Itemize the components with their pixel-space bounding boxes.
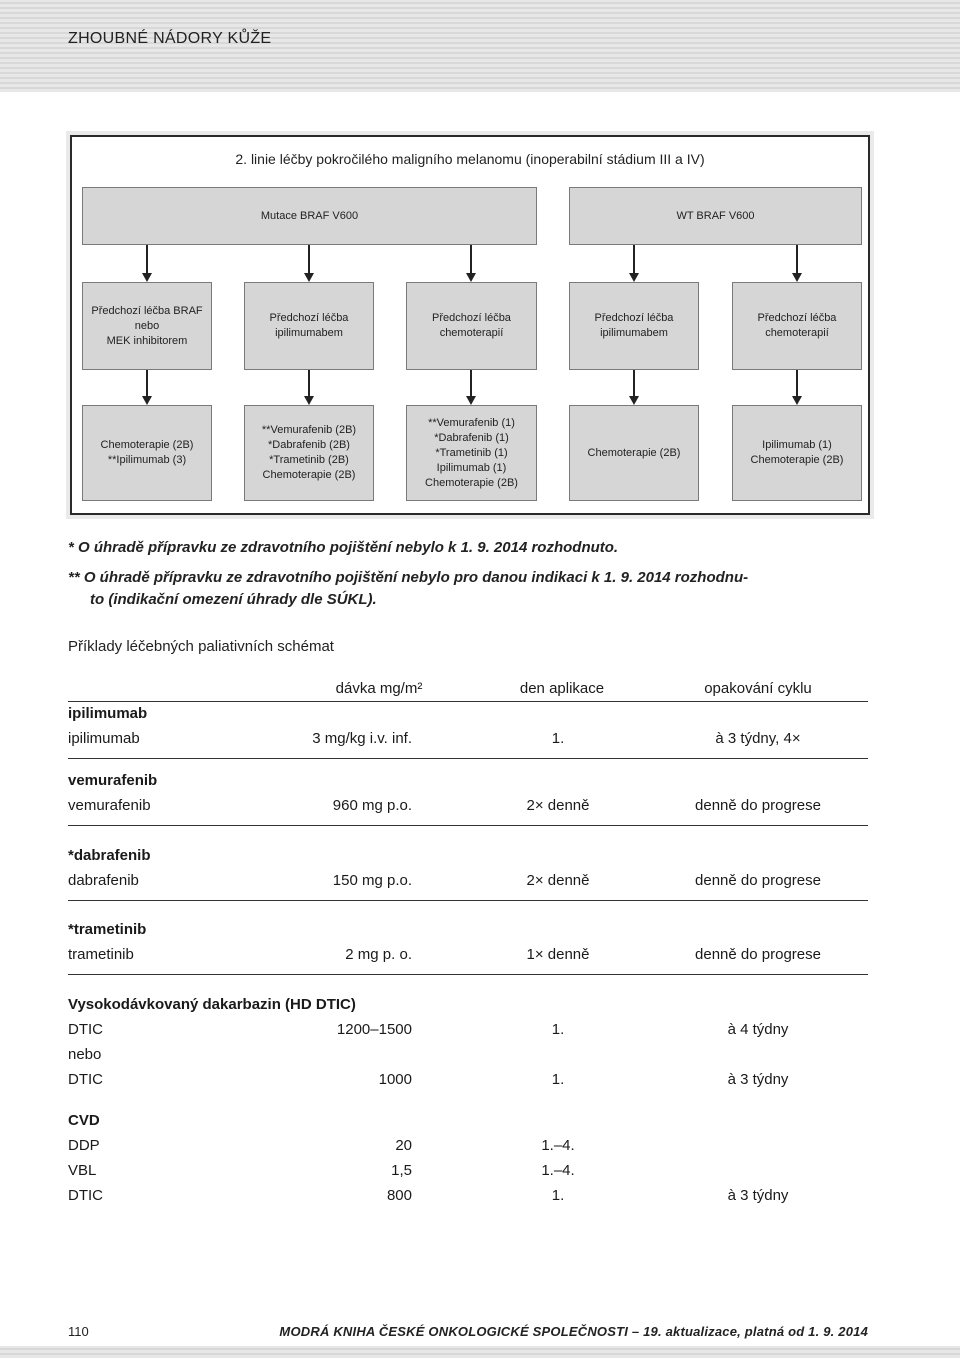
day-cell: 2× denně <box>526 872 590 889</box>
drug-cell: VBL <box>68 1162 97 1179</box>
group-heading-text: *dabrafenib <box>68 847 151 864</box>
header-dose: dávka mg/m² <box>335 680 423 697</box>
group-heading-text: ipilimumab <box>68 705 148 722</box>
table-row <box>68 1162 868 1184</box>
drug-cell: DTIC <box>68 1187 103 1204</box>
table-row <box>68 1071 868 1093</box>
dose-cell: 800 <box>386 1187 412 1204</box>
footnote-double-asterisk-line1: ** O úhradě přípravku ze zdravotního pojištění nebylo pro danou indikaci k 1. 9. 2014 rozhodnu- <box>68 569 749 586</box>
flow-box-prior-ipilimumab: Předchozí léčba ipilimumabem <box>244 282 374 370</box>
group-rule <box>68 825 868 826</box>
group-rule <box>68 974 868 975</box>
repeat-cell: à 3 týdny <box>727 1187 789 1204</box>
group-heading-text: vemurafenib <box>68 772 158 789</box>
flow-box-prior-chemo: Předchozí léčba chemoterapií <box>406 282 537 370</box>
flow-box-braf-mutation: Mutace BRAF V600 <box>82 187 537 245</box>
table-row <box>68 1046 868 1068</box>
drug-cell: DTIC <box>68 1071 103 1088</box>
dose-cell: 1000 <box>378 1071 412 1088</box>
flow-box-treatment-2: **Vemurafenib (2B) *Dabrafenib (2B) *Trametinib (2B) Chemoterapie (2B) <box>244 405 374 501</box>
header-repeat: opakování cyklu <box>704 680 812 697</box>
schemes-table <box>68 0 868 1300</box>
publication-footer: MODRÁ KNIHA ČESKÉ ONKOLOGICKÉ SPOLEČNOSTI – 19. aktualizace, platná od 1. 9. 2014 <box>279 1324 868 1339</box>
dose-cell: 150 mg p.o. <box>332 872 412 889</box>
day-cell: 1. <box>551 1187 565 1204</box>
chapter-title: ZHOUBNÉ NÁDORY KŮŽE <box>68 30 272 47</box>
flow-box-treatment-1: Chemoterapie (2B) **Ipilimumab (3) <box>82 405 212 501</box>
repeat-cell: à 4 týdny <box>727 1021 789 1038</box>
dose-cell: 1,5 <box>391 1162 412 1179</box>
drug-cell: dabrafenib <box>68 872 139 889</box>
repeat-cell: à 3 týdny, 4× <box>715 730 801 747</box>
footer-band <box>0 1346 960 1358</box>
group-heading-text: Vysokodávkovaný dakarbazin (HD DTIC) <box>68 996 356 1013</box>
group-heading-text: CVD <box>68 1112 100 1129</box>
dose-cell: 1200–1500 <box>336 1021 412 1038</box>
day-cell: 1.–4. <box>541 1137 575 1154</box>
day-cell: 1. <box>551 730 565 747</box>
repeat-cell: denně do progrese <box>695 797 821 814</box>
group-heading <box>68 705 868 727</box>
flow-box-treatment-5: Ipilimumab (1) Chemoterapie (2B) <box>732 405 862 501</box>
day-cell: 1.–4. <box>541 1162 575 1179</box>
drug-cell: vemurafenib <box>68 797 151 814</box>
flow-box-prior-braf-mek: Předchozí léčba BRAF nebo MEK inhibitorem <box>82 282 212 370</box>
page-number: 110 <box>68 1324 89 1339</box>
table-header-rule <box>68 701 868 702</box>
repeat-cell: denně do progrese <box>695 872 821 889</box>
flow-box-wt-braf: WT BRAF V600 <box>569 187 862 245</box>
day-cell: 2× denně <box>526 797 590 814</box>
dose-cell: 3 mg/kg i.v. inf. <box>312 730 412 747</box>
day-cell: 1× denně <box>526 946 590 963</box>
group-heading <box>68 1112 868 1134</box>
group-heading <box>68 921 868 943</box>
footnote-single-asterisk: * O úhradě přípravku ze zdravotního pojištění nebylo k 1. 9. 2014 rozhodnuto. <box>68 539 619 556</box>
day-cell: 1. <box>551 1071 565 1088</box>
group-heading <box>68 996 868 1018</box>
table-row <box>68 730 868 752</box>
table-row <box>68 1137 868 1159</box>
dose-cell: 20 <box>395 1137 412 1154</box>
group-heading <box>68 847 868 869</box>
flow-box-treatment-4: Chemoterapie (2B) <box>569 405 699 501</box>
flowchart-title: 2. linie léčby pokročilého maligního melanomu (inoperabilní stádium III a IV) <box>235 151 705 167</box>
table-row <box>68 797 868 819</box>
drug-cell: DDP <box>68 1137 100 1154</box>
group-heading <box>68 772 868 794</box>
table-row <box>68 1187 868 1209</box>
drug-cell: nebo <box>68 1046 102 1063</box>
table-row <box>68 946 868 968</box>
group-rule <box>68 900 868 901</box>
header-day: den aplikace <box>519 680 605 697</box>
footnote-double-asterisk-line2: to (indikační omezení úhrady dle SÚKL). <box>90 591 377 608</box>
drug-cell: DTIC <box>68 1021 103 1038</box>
flow-box-treatment-3: **Vemurafenib (1) *Dabrafenib (1) *Trametinib (1) Ipilimumab (1) Chemoterapie (2B) <box>406 405 537 501</box>
day-cell: 1. <box>551 1021 565 1038</box>
dose-cell: 960 mg p.o. <box>332 797 412 814</box>
table-row <box>68 872 868 894</box>
dose-cell: 2 mg p. o. <box>345 946 412 963</box>
group-rule <box>68 758 868 759</box>
table-row <box>68 1021 868 1043</box>
drug-cell: trametinib <box>68 946 134 963</box>
schemes-title: Příklady léčebných paliativních schémat <box>68 638 334 655</box>
drug-cell: ipilimumab <box>68 730 140 747</box>
repeat-cell: denně do progrese <box>695 946 821 963</box>
table-header-row <box>68 680 868 702</box>
flow-box-wt-prior-chemo: Předchozí léčba chemoterapií <box>732 282 862 370</box>
group-heading-text: *trametinib <box>68 921 147 938</box>
repeat-cell: à 3 týdny <box>727 1071 789 1088</box>
flow-box-wt-prior-ipilimumab: Předchozí léčba ipilimumabem <box>569 282 699 370</box>
